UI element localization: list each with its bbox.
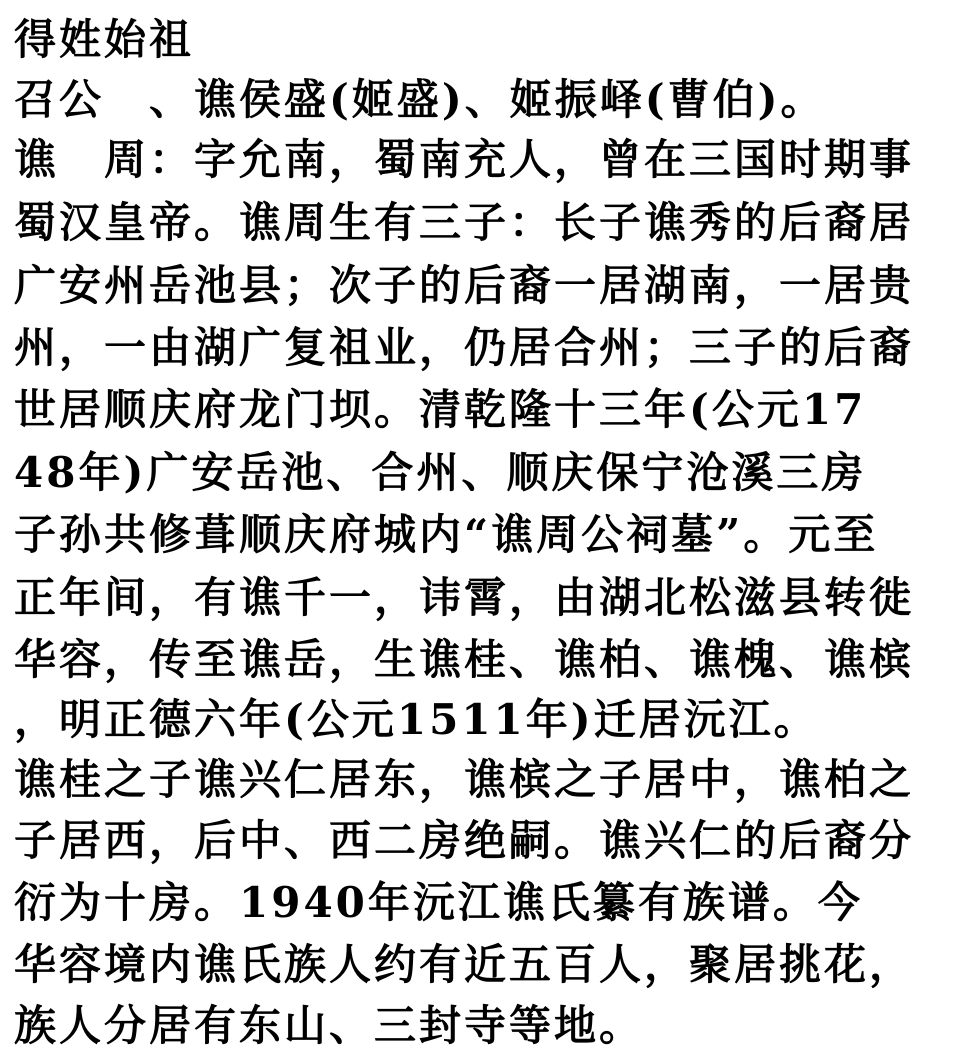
text-line: 谯 周：字允南，蜀南充人，曾在三国时期事 [14,135,915,184]
text-line: 48年)广安岳池、合州、顺庆保宁沧溪三房 [14,448,867,497]
text-line: 衍为十房。1940年沅江谯氏纂有族谱。今 [14,878,863,927]
text-line: 族人分居有东山、三封寺等地。 [14,1001,645,1050]
text-line: 子孙共修葺顺庆府城内“谯周公祠墓”。元至 [14,510,879,559]
text-line: 广安州岳池县；次子的后裔一居湖南，一居贵 [14,261,915,310]
text-line: 子居西，后中、西二房绝嗣。谯兴仁的后裔分 [14,816,915,865]
text-line: 世居顺庆府龙门坝。清乾隆十三年(公元17 [14,385,867,434]
text-line: 正年间，有谯千一，讳霄，由湖北松滋县转徙 [14,573,915,622]
text-line: 谯桂之子谯兴仁居东，谯槟之子居中，谯柏之 [14,755,915,804]
text-line: 蜀汉皇帝。谯周生有三子：长子谯秀的后裔居 [14,198,915,247]
text-line: 州，一由湖广复祖业，仍居合州；三子的后裔 [14,323,915,372]
text-line: 华容境内谯氏族人约有近五百人，聚居挑花， [14,940,915,989]
text-line: ，明正德六年(公元1511年)迁居沅江。 [14,695,819,744]
text-line: 华容，传至谯岳，生谯桂、谯柏、谯槐、谯槟 [14,635,915,684]
document-heading: 得姓始祖 [14,15,195,64]
text-line: 召公 、谯侯盛(姬盛)、姬振峄(曹伯)。 [14,75,826,124]
